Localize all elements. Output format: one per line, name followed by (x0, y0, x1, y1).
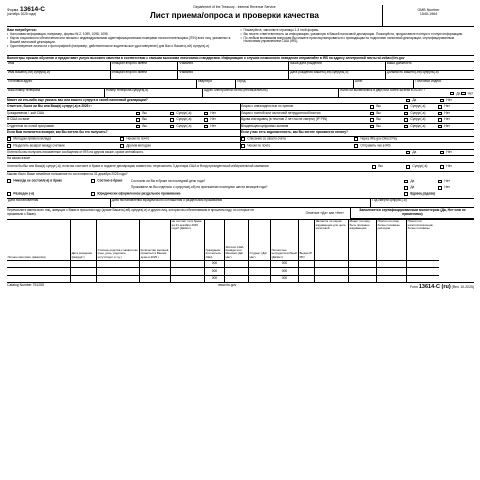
checkbox[interactable] (440, 151, 444, 155)
checkbox[interactable] (461, 92, 465, 96)
no-label: Нет (446, 97, 452, 102)
spouse-middle-initial-field[interactable]: Инициал второго имени (111, 71, 179, 79)
spouse-first-name-field[interactable]: Имя Вашего(-ей) супруга(-и) (7, 71, 111, 79)
table-cell[interactable] (299, 260, 314, 268)
other-method-label: Другим методом (126, 143, 151, 148)
table-cell[interactable] (377, 260, 406, 268)
col-taxpayer-paid (407, 220, 439, 283)
footer-form-id (410, 284, 474, 290)
checkbox[interactable] (354, 137, 358, 141)
no-label: Нет (444, 185, 450, 190)
column-header: Гражданин или житель США (205, 248, 221, 259)
col-claimed (349, 220, 377, 283)
student-label: Студентом по очной программе (7, 123, 55, 128)
status-right (241, 104, 474, 130)
married-label: Состою в браке (97, 179, 123, 184)
you-label: Вы (142, 110, 147, 115)
column-header: Выдан IP PIN (299, 251, 312, 259)
spouse-label: Супруг(-а) (410, 104, 426, 109)
form-number: 13614-C (20, 6, 45, 13)
no-label: Нет (210, 117, 216, 122)
table-cell[interactable] (377, 267, 406, 275)
col-qualifying (315, 220, 349, 283)
column-header: Может ли лицо быть признано иждивенцем (349, 219, 370, 230)
citizen-label: Гражданином / -кой США (7, 110, 45, 115)
multi-state-field (339, 89, 474, 97)
table-cell[interactable] (349, 260, 376, 268)
table-cell[interactable] (407, 267, 439, 275)
spouse-label: Супруг(-а) (412, 164, 428, 169)
checkbox[interactable] (204, 118, 208, 122)
no-label: Нет (444, 104, 450, 109)
checkbox[interactable] (438, 180, 442, 184)
checkbox[interactable] (7, 192, 11, 196)
column-header: Платил ли налогоплательщик более половины (407, 219, 433, 230)
refund-owe-section (7, 130, 474, 150)
send-check-label: Отправить чек в IRS (360, 143, 391, 148)
first-name-field[interactable]: Имя (7, 62, 111, 70)
spouse-job-title-field[interactable]: Должность Вашего(-ей) супруга(-и) (386, 70, 439, 75)
yes-label: Да (412, 97, 417, 102)
intro-item: • Налоговая информация, например, формы W-2, 1099, 1098, 1095. (7, 33, 235, 37)
question-text: Если Вам полагается возврат, как Вы хотели бы его получить? (7, 130, 108, 135)
column-header: Степень родства к заявителю (сын, дочь, родитель, отсутствует и т.д.) (97, 248, 138, 259)
no-label: Нет (467, 91, 473, 96)
table-cell[interactable] (377, 275, 406, 283)
you-label: Вы (376, 117, 381, 122)
footer-form-number: 13614-C (ru) (418, 284, 451, 291)
col-disabled (271, 220, 299, 283)
yes-label: Да (410, 185, 415, 190)
no-label: Нет (444, 123, 450, 128)
checkbox[interactable] (241, 144, 245, 148)
form-date: (октябрь 2025 года) (7, 12, 37, 17)
checkbox[interactable] (406, 165, 410, 169)
owe-check-mail-label: Чеком по почте (247, 143, 271, 148)
checkbox[interactable] (406, 99, 410, 103)
form-header (7, 5, 474, 27)
question-text: Хотели бы вы получать письменные сообщения от IRS на другом языке, кроме английского. (7, 149, 144, 154)
table-cell[interactable] (407, 275, 439, 283)
form-label: Форма (7, 8, 19, 12)
table-cell[interactable] (171, 267, 204, 275)
table-cell[interactable]: 000 (205, 260, 224, 268)
yes-label: Да (410, 178, 415, 183)
yes-label: Да (412, 149, 417, 154)
no-label: Нет (446, 164, 452, 169)
table-cell[interactable] (315, 275, 348, 283)
form-page (7, 5, 474, 475)
form-id (7, 5, 87, 26)
checkbox[interactable] (404, 105, 408, 109)
column-header: Жители США, Канады или Мексики (Да/Нет) (225, 244, 245, 259)
department: Department of the Treasury - Internal Revenue Service (193, 5, 276, 9)
table-cell[interactable] (249, 260, 270, 268)
dependents-header (7, 208, 474, 220)
direct-deposit-label: Методом прямого вклада (13, 137, 51, 142)
column-header: Студент (Да/Нет) (249, 251, 267, 259)
legally-separated-label: Юридически оформленное раздельное проживание (97, 192, 181, 197)
checkbox[interactable] (170, 125, 174, 129)
spouse-label: Супруг(-а) (410, 110, 426, 115)
disabled-label: Лицом с полной или частичной нетрудоспособностью (241, 110, 321, 115)
col-ippin (299, 220, 315, 283)
dob-field[interactable]: Ваша дата рождения (289, 62, 385, 70)
checkbox[interactable] (404, 112, 408, 116)
no-label: Нет (444, 110, 450, 115)
dependents-table (7, 220, 474, 284)
table-cell[interactable] (140, 275, 170, 283)
checkbox[interactable] (438, 186, 442, 190)
campaign-question (7, 163, 474, 172)
dependents-intro (7, 208, 350, 219)
table-cell[interactable] (140, 260, 170, 268)
marital-section (7, 172, 474, 199)
question-text: Отметьте, были ли Вы или Ваш(а) супруг(-а) в 2025 г: (7, 104, 92, 109)
contact-row (7, 89, 474, 98)
table-cell[interactable] (349, 267, 376, 275)
intro-item: • Карты социального обеспечения или письма с индивидуальными идентификационными номерами налогоплательщика (ITIN) всех лиц, указанных в Вашей налоговой декларации. (7, 37, 235, 44)
table-cell[interactable] (299, 275, 314, 283)
divorced-label: Разведен (-а) (13, 192, 35, 197)
table-cell[interactable] (225, 260, 248, 268)
visa-label: В США по визе (7, 117, 30, 122)
city-field[interactable]: Город (236, 80, 354, 88)
table-cell[interactable]: 000 (271, 275, 298, 283)
question-text: Хотели бы Вы или Ваш(а) супруг(-а), если вы состоите в браке и подаете декларацию совместно, перечислить 3 доллара США в Фонд президентской избирательной кампании (7, 164, 269, 169)
widow-label: Вдова или вдовец (в течение 2 лет после смерти) (IP PIN) (241, 117, 328, 122)
spouse-label: Супруг(-а) (410, 117, 426, 122)
digital-assets-label: Владельцем цифровых активов (241, 123, 289, 128)
intro-item: • Вы несете ответственность за информацию, указанную в Вашей налоговой декларации. Пожалуйста, предоставьте полную и точную информацию. (241, 33, 469, 37)
table-cell[interactable] (299, 267, 314, 275)
last-name-field[interactable]: Фамилия (178, 62, 289, 70)
intro-heading: Вам потребуется: (7, 27, 37, 32)
table-cell[interactable]: 000 (271, 260, 298, 268)
checkbox[interactable] (204, 125, 208, 129)
spouse-death-year-field[interactable]: Год смерти супруга (-и) (372, 198, 407, 203)
table-cell[interactable]: 000 (205, 267, 224, 275)
spouse-last-name-field[interactable]: Фамилия (178, 71, 289, 79)
checkbox[interactable] (91, 192, 95, 196)
you-label: Вы (376, 110, 381, 115)
column-header: Полное имя (имя, фамилия) (7, 254, 46, 259)
state-field[interactable]: Штат (354, 80, 415, 88)
checkbox[interactable] (170, 112, 174, 116)
no-label: Нет (210, 123, 216, 128)
table-cell[interactable] (140, 267, 170, 275)
apartment-field[interactable]: Квартира (197, 80, 236, 88)
checkbox[interactable] (440, 165, 444, 169)
col-support (377, 220, 407, 283)
you-label: Вы (376, 104, 381, 109)
refund-block (7, 130, 241, 150)
question-text: Каково было Ваше семейное положение по состоянию на 31 декабря 2025 года? (7, 172, 128, 177)
job-title-field[interactable]: Ваша должность (386, 61, 412, 66)
column-header: Полностью нетрудоспособный (Да/Нет) (271, 248, 297, 259)
table-cell[interactable] (7, 275, 70, 283)
dependents-text: Перечислите имена всех лиц, живущих с Вами в прошлом году (кроме Вашего(-ей) супруга(-и) и других лиц, которых вы обеспечивали в прошлом году, но которые не проживали с Вами). (7, 207, 254, 216)
no-label: Нет (444, 178, 450, 183)
yes-label: Да (456, 91, 461, 96)
checkbox[interactable] (370, 118, 374, 122)
checkbox[interactable] (120, 137, 124, 141)
table-cell[interactable] (97, 267, 139, 275)
omb-block (382, 5, 474, 26)
checkbox[interactable] (438, 125, 442, 129)
intro-left (7, 29, 241, 55)
never-married-label: Никогда не состоял(-а) в браке (13, 179, 63, 184)
table-cell[interactable] (349, 275, 376, 283)
mailing-address-field[interactable]: Почтовый адрес (7, 80, 197, 88)
zip-field[interactable]: Почтовый индекс (415, 79, 442, 84)
spouse-label: Супруг(-а) (176, 117, 192, 122)
decree-date-field[interactable]: Дата постановления (7, 199, 111, 207)
split-refund-label: Разделить возврат между счетами (13, 143, 65, 148)
checkbox[interactable] (136, 118, 140, 122)
language-label: На каком языке (7, 156, 31, 161)
checkbox[interactable] (404, 180, 408, 184)
checkbox[interactable] (136, 125, 140, 129)
table-cell[interactable] (97, 275, 139, 283)
col-name (7, 220, 71, 283)
checkbox[interactable] (404, 192, 408, 196)
table-cell[interactable] (249, 275, 270, 283)
intro-item: • Удостоверение личности с фотографией (например, действительное водительское удостоверение) для Вас и Вашего(-ей) супруга(-и). (7, 45, 235, 49)
checkbox[interactable] (170, 118, 174, 122)
checkbox[interactable] (7, 179, 11, 183)
checkbox[interactable] (241, 137, 245, 141)
married-subquestion: Состояли ли Вы в браке на последний день года? (131, 178, 206, 183)
intro-item: • По любым возникшим вопросам Вы можете проконсультироваться с проводящим по подготовке налоговой декларации, сертифицированным Налоговым управлением США (IRS). (241, 37, 469, 44)
checkbox[interactable] (120, 144, 124, 148)
part1-bar: Волонтеры прошли обучение и предоставят услуги высокого качества в соответствии с самыми высокими этическими стандартами. Информацию о случаях незаконного поведения отправляйте в IRS по адресу электронной почты wi.voltax@irs.gov (7, 56, 474, 62)
dependents-note: Отметьте «Да» или «Нет» (305, 210, 344, 215)
checkbox[interactable] (406, 151, 410, 155)
table-cell[interactable] (407, 260, 439, 268)
spouse-dob-field[interactable]: Дата рождения Вашего(-ей) супруга(-и) (289, 71, 385, 79)
table-cell[interactable] (7, 267, 70, 275)
footer-form-label: Form (409, 285, 418, 290)
direct-pay-label: Через IRS.gov Direct Pay (360, 137, 398, 142)
checkbox[interactable] (438, 105, 442, 109)
checkbox[interactable] (354, 144, 358, 148)
blind-label: Лицом с инвалидностью по зрению (241, 104, 294, 109)
you-label: Вы (142, 117, 147, 122)
checkbox[interactable] (372, 165, 376, 169)
intro-section (7, 27, 474, 56)
certified-header: Заполняется сертифицированным волонтером (Да, Нет или не применимо) (350, 208, 474, 219)
checkbox[interactable] (370, 125, 374, 129)
form-title-block (87, 5, 382, 26)
table-cell[interactable] (71, 260, 96, 268)
owe-block (241, 130, 474, 150)
irs-site-link[interactable]: www.irs.gov (218, 283, 237, 288)
column-header: Дата рождения (мм/дд/гг) (71, 251, 92, 259)
col-resident (225, 220, 249, 283)
table-cell[interactable] (171, 260, 204, 268)
catalog-number: Catalog Number 75125S (7, 283, 45, 288)
no-label: Нет (210, 110, 216, 115)
checkbox[interactable] (136, 112, 140, 116)
account-debit-label: Списание со своего счета (247, 137, 286, 142)
omb-number: 1545-1964 (419, 12, 438, 17)
table-cell[interactable] (71, 267, 96, 275)
separated-subquestion: Проживали ли Вы отдельно с супругом(-ой) на протяжении последних шести месяцев года? (131, 185, 268, 190)
table-cell[interactable] (225, 267, 248, 275)
widowed-label: Вдовец (вдова) (410, 192, 435, 197)
question-text: Может ли кто-либо еще указать вас или вашего супруга в своей налоговой декларации? (7, 97, 148, 102)
spouse-phone-field[interactable]: Номер телефона супруга(-и) (105, 89, 203, 97)
checkbox[interactable] (370, 105, 374, 109)
checkbox[interactable] (91, 179, 95, 183)
checkbox[interactable] (370, 112, 374, 116)
you-label: Вы (142, 123, 147, 128)
email-field[interactable]: Адрес электронной почты (необязательно) (203, 89, 339, 97)
col-single (171, 220, 205, 283)
checkbox[interactable] (438, 118, 442, 122)
multi-state-label: Жили ли вы/являлись в двух или более штатах в 2025 г.? (340, 88, 425, 93)
question-text: Если у вас есть задолженность, как Вы хотите произвести оплату? (241, 130, 349, 135)
no-label: Нет (446, 149, 452, 154)
checkbox[interactable] (404, 125, 408, 129)
table-cell[interactable] (225, 275, 248, 283)
table-cell[interactable] (71, 275, 96, 283)
checkbox[interactable] (7, 144, 11, 148)
spouse-label: Супруг(-а) (176, 110, 192, 115)
checkbox[interactable] (404, 118, 408, 122)
you-label: Вы (378, 164, 383, 169)
status-checks (7, 104, 474, 130)
column-header: Является ли лицом иждивенцем для цели налоговой (315, 219, 346, 230)
col-citizen (205, 220, 225, 283)
checkbox[interactable] (7, 137, 11, 141)
column-header: Не состоит ли в браке на 31 декабря 2025 года? (Да/Нет) (171, 219, 202, 230)
spouse-label: Супруг(-а) (176, 123, 192, 128)
phone-field[interactable]: Ваш номер телефона (7, 89, 105, 97)
table-cell[interactable] (249, 267, 270, 275)
checkbox[interactable] (404, 186, 408, 190)
omb-label: OMB Number (417, 8, 440, 12)
page-title: Лист приема/опроса и проверки качества (150, 10, 319, 20)
form-footer (7, 283, 474, 290)
checkbox[interactable] (440, 99, 444, 103)
col-dob (71, 220, 97, 283)
check-mail-label: Чеком по почте (126, 137, 150, 142)
intro-item: • Пожалуйста, заполните страницы 1-3 этой формы. (241, 29, 469, 33)
checkbox[interactable] (204, 112, 208, 116)
status-left (7, 104, 241, 130)
marital-dates (7, 199, 474, 208)
intro-right (241, 29, 475, 55)
middle-initial-field[interactable]: Инициал второго имени (111, 62, 179, 70)
col-relationship (97, 220, 140, 283)
checkbox[interactable] (450, 92, 454, 96)
separation-date-field[interactable]: Дата постановления юридического соглашения о раздельном проживании (111, 199, 371, 207)
table-cell[interactable] (171, 275, 204, 283)
column-header: Платил ли лицо более половины расходов (377, 219, 400, 230)
table-cell[interactable]: 000 (271, 267, 298, 275)
col-months (140, 220, 171, 283)
spouse-label: Супруг(-а) (410, 123, 426, 128)
table-cell[interactable] (315, 260, 348, 268)
table-cell[interactable]: 000 (205, 275, 224, 283)
table-cell[interactable] (97, 260, 139, 268)
no-label: Нет (444, 117, 450, 122)
footer-revision: (Rev. 10-2025) (451, 285, 474, 290)
checkbox[interactable] (438, 112, 442, 116)
table-cell[interactable] (315, 267, 348, 275)
col-student (249, 220, 271, 283)
table-cell[interactable] (7, 260, 70, 268)
column-header: Количество месяцев, прожитых в Вашем доме в 2025 г. (140, 248, 170, 259)
you-label: Вы (376, 123, 381, 128)
